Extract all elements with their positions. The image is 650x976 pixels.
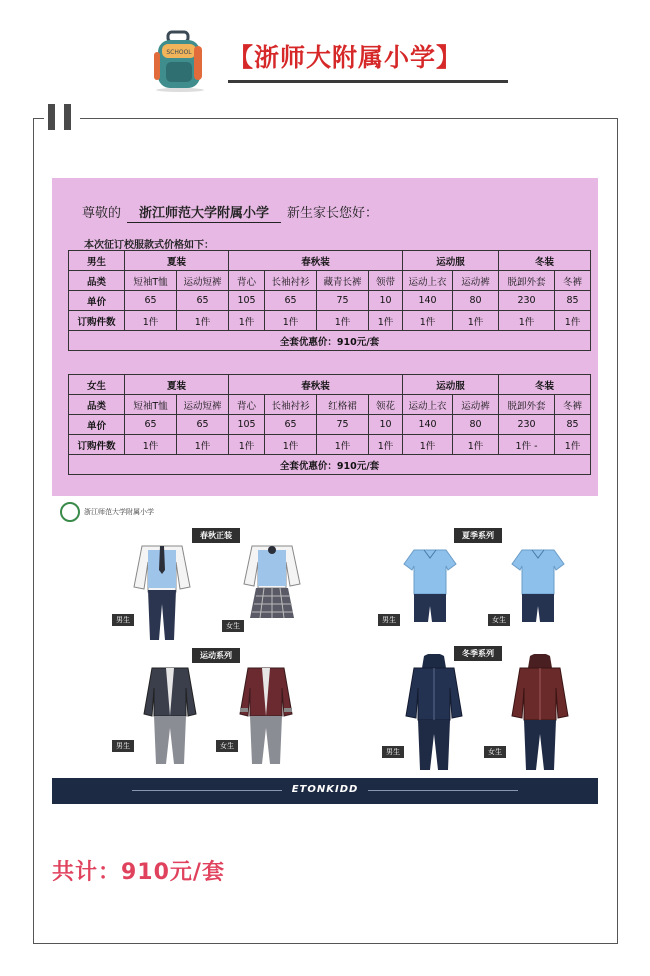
title-underline — [228, 80, 508, 83]
section-winter: 冬季系列 — [454, 646, 502, 661]
table-row: 女生 夏装 春秋装 运动服 冬装 — [69, 375, 591, 395]
group-spring-autumn: 春秋装 — [229, 251, 403, 271]
salutation: 尊敬的 浙江师范大学附属小学 新生家长您好： — [82, 206, 379, 221]
spring-boy-uniform — [132, 542, 192, 642]
grand-total: 共计：910元/套 — [52, 860, 225, 885]
table-row: 订购件数 1件 1件 1件 1件 1件 1件 1件 1件 1件 1件 — [69, 311, 591, 331]
intro-text: 本次征订校服款式价格如下： — [84, 240, 214, 251]
table-row: 品类 短袖T恤 运动短裤 背心 长袖衬衫 藏青长裤 领带 运动上衣 运动裤 脱卸外套 冬裤 — [69, 271, 591, 291]
school-logo-icon — [60, 502, 80, 522]
sport-girl-uniform — [238, 664, 294, 768]
section-spring-autumn: 春秋正装 — [192, 528, 240, 543]
catalog-school-row: 浙江师范大学附属小学 — [60, 502, 154, 522]
brand-footer — [52, 778, 598, 804]
gender-cell: 女生 — [69, 375, 125, 395]
boys-price-table — [68, 250, 591, 351]
uniform-catalog — [52, 496, 598, 804]
page-header — [150, 28, 510, 98]
winter-girl-uniform — [510, 654, 570, 774]
label-boy: 男生 — [382, 746, 404, 758]
label-boy: 男生 — [378, 614, 400, 626]
table-row — [69, 331, 591, 351]
table-row: 单价 65 65 105 65 75 10 140 80 230 85 — [69, 291, 591, 311]
pause-mark-icon — [44, 104, 80, 130]
summer-boy-uniform — [402, 546, 458, 626]
backpack-icon — [150, 28, 210, 93]
label-girl: 女生 — [216, 740, 238, 752]
section-sport: 运动系列 — [192, 648, 240, 663]
group-summer: 夏装 — [125, 251, 229, 271]
section-summer: 夏季系列 — [454, 528, 502, 543]
label-boy: 男生 — [112, 740, 134, 752]
winter-boy-uniform — [404, 654, 464, 774]
label-girl: 女生 — [484, 746, 506, 758]
group-winter: 冬装 — [499, 251, 591, 271]
table-row — [69, 455, 591, 475]
group-sport: 运动服 — [403, 251, 499, 271]
girls-price-table — [68, 374, 591, 475]
school-name: 浙江师范大学附属小学 — [127, 206, 281, 223]
table-row — [69, 251, 591, 271]
boys-total: 全套优惠价：910元/套 — [69, 331, 591, 351]
price-sheet — [52, 178, 598, 496]
girls-total: 全套优惠价：910元/套 — [69, 455, 591, 475]
table-row: 订购件数 1件 1件 1件 1件 1件 1件 1件 1件 1件 - 1件 — [69, 435, 591, 455]
label-boy: 男生 — [112, 614, 134, 626]
table-row: 单价 65 65 105 65 75 10 140 80 230 85 — [69, 415, 591, 435]
spring-girl-uniform — [242, 542, 302, 622]
table-row: 品类 短袖T恤 运动短裤 背心 长袖衬衫 红格裙 领花 运动上衣 运动裤 脱卸外套 冬裤 — [69, 395, 591, 415]
sport-boy-uniform — [142, 664, 198, 768]
label-girl: 女生 — [222, 620, 244, 632]
label-girl: 女生 — [488, 614, 510, 626]
gender-cell: 男生 — [69, 251, 125, 271]
svg-text:SCHOOL: SCHOOL — [166, 49, 192, 56]
page-title: 【浙师大附属小学】 — [228, 43, 463, 72]
brand-name: ETONKIDD — [291, 784, 359, 795]
summer-girl-uniform — [510, 546, 566, 626]
